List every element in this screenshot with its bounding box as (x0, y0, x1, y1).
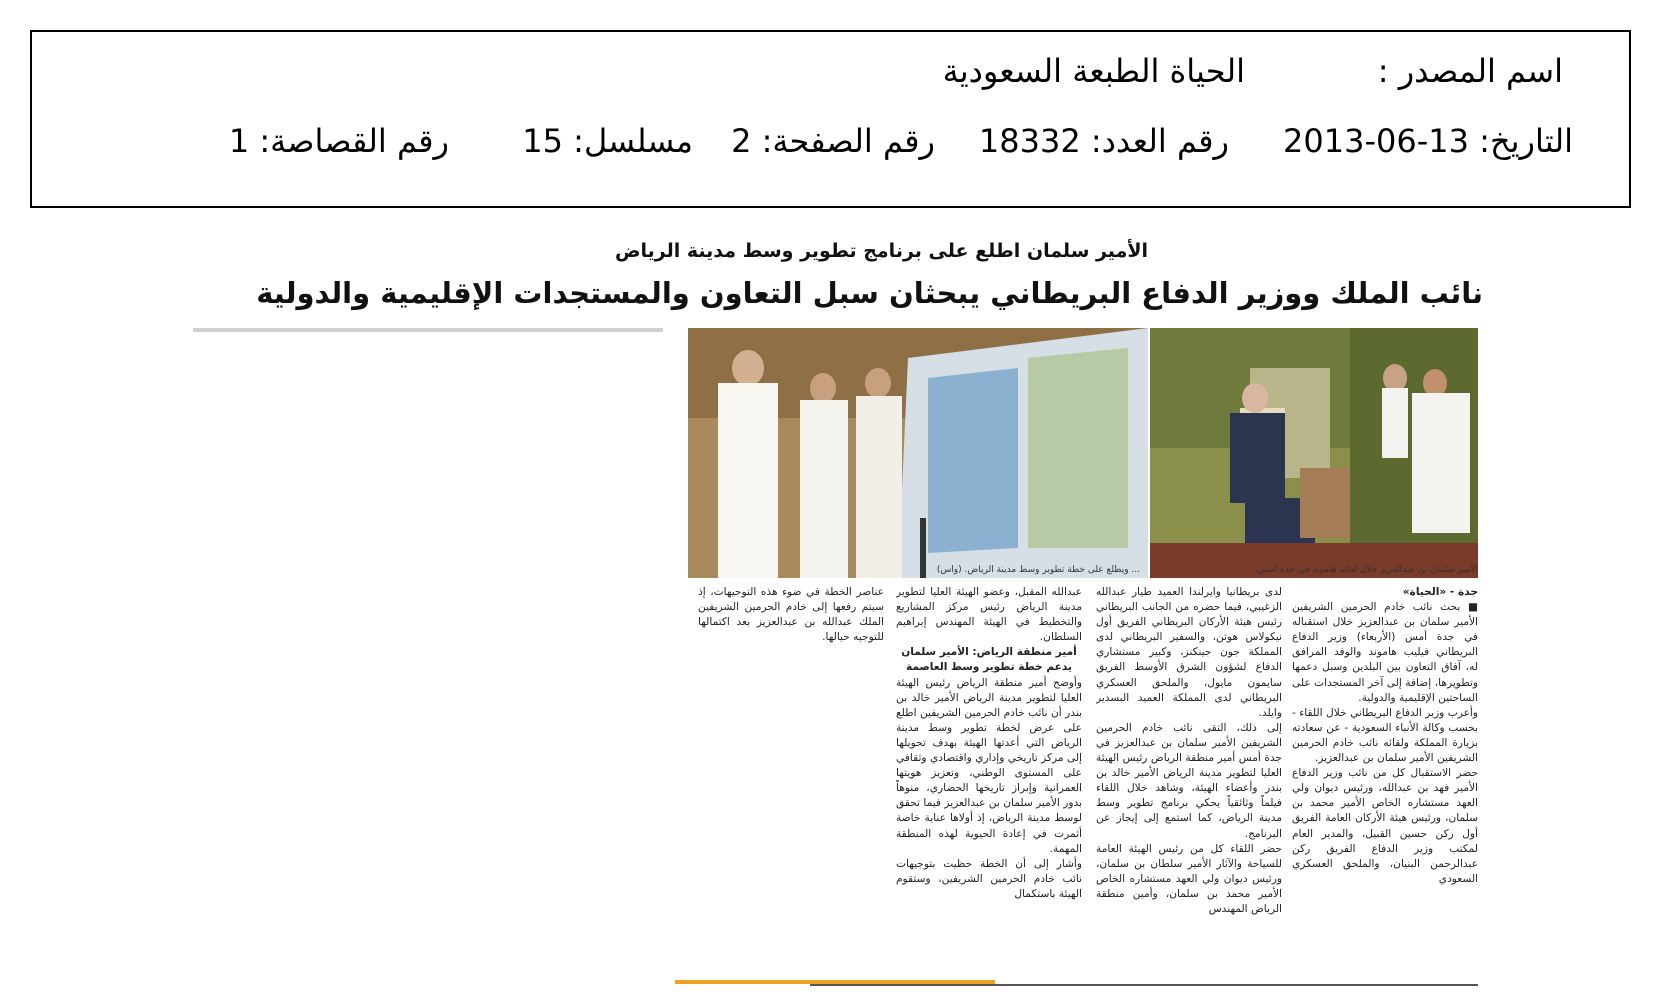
col1-paragraph: وأعرب وزير الدفاع البريطاني خلال اللقاء - بحسب وكالة الأنباء السعودية - عن سعادته بزيارة المملكة ولقائه نائب خادم الحرمين الشريفين الأمير سلمان بن عبدالعزيز. (1292, 706, 1478, 765)
byline: جدة - «الحياة» (1402, 586, 1478, 598)
col1-paragraph: ■ بحث نائب خادم الحرمين الشريفين الأمير سلمان بن عبدالعزيز خلال استقباله في جدة أمس (الأربعاء) وزير الدفاع البريطاني فيليب هاموند والوفد المرافق له، آفاق التعاون بين البلدين وسبل دعمها وتطويرها، إضافة إلى آخر المستجدات على الساحتين الإقليمية والدولية. (1292, 601, 1478, 704)
col4-paragraph: عناصر الخطة في ضوء هذه التوجيهات، إذ سيتم رفعها إلى خادم الحرمين الشريفين الملك عبدالله بن عبدالعزيز بعد اكتمالها للتوجيه حيالها. (698, 586, 884, 644)
date-field: التاريخ: 13-06-2013 (1283, 122, 1573, 160)
col2-paragraph: حضر اللقاء كل من رئيس الهيئة العامة للسياحة والآثار الأمير سلطان بن سلمان، ورئيس ديوان ولي العهد مستشاره الخاص الأمير محمد بن سلمان، وأمين منطقة الرياض المهندس (1096, 842, 1282, 915)
article-headline: نائب الملك ووزير الدفاع البريطاني يبحثان سبل التعاون والمستجدات الإقليمية والدولية (256, 276, 1483, 310)
serial-field: مسلسل: 15 (522, 122, 693, 160)
exhibition-photo (688, 328, 1148, 578)
article-column-1 (1292, 585, 1478, 970)
clip-field: رقم القصاصة: 1 (228, 122, 449, 160)
article-column-4 (698, 585, 884, 970)
col3-subhead: أمير منطقة الرياض: الأمير سلمان يدعم خطة تطوير وسط العاصمة (901, 646, 1077, 674)
col3-paragraph: وأشار إلى أن الخطة حظيت بتوجيهات نائب خادم الحرمين الشريفين، وستقوم الهيئة باستكمال (896, 857, 1082, 900)
photo-caption-right: الأمير سلمان بن عبدالعزيز خلال لقائه هاموند في جدة أمس. (1255, 565, 1478, 575)
bottom-rule (810, 984, 1478, 986)
source-label: اسم المصدر : (1377, 52, 1563, 90)
col3-paragraph: عبدالله المقبل، وعضو الهيئة العليا لتطوير مدينة الرياض رئيس مركز المشاريع والتخطيط في الهيئة المهندس إبراهيم السلطان. (896, 586, 1082, 644)
article-column-3 (896, 585, 1082, 970)
issue-field: رقم العدد: 18332 (978, 122, 1229, 160)
separator-bar (193, 328, 663, 332)
photo-caption-left: ... ويطلع على خطة تطوير وسط مدينة الرياض. (واس) (936, 565, 1140, 575)
article-supertitle: الأمير سلمان اطلع على برنامج تطوير وسط مدينة الرياض (614, 240, 1148, 262)
source-value: الحياة الطبعة السعودية (942, 52, 1245, 90)
page-field: رقم الصفحة: 2 (731, 122, 935, 160)
article-column-2 (1096, 585, 1282, 970)
clipping-header-box (30, 30, 1631, 208)
newspaper-article (193, 240, 1483, 1001)
col1-paragraph: حضر الاستقبال كل من نائب وزير الدفاع الأمير فهد بن عبدالله، ورئيس ديوان ولي العهد مستشاره الخاص الأمير محمد بن سلمان، ورئيس هيئة الأركان العامة الفريق أول ركن حسين القبيل، والمدير العام لمكتب وزير الدفاع الفريق ركن عبدالرحمن البنيان، والملحق العسكري السعودي (1292, 767, 1478, 885)
col3-paragraph: وأوضح أمير منطقة الرياض رئيس الهيئة العليا لتطوير مدينة الرياض الأمير خالد بن بندر أن نائب خادم الحرمين الشريفين اطلع على عرض لخطة تطوير وسط مدينة الرياض التي أعدتها الهيئة بهدف تحويلها إلى مركز تاريخي وإداري واقتصادي وثقافي على المستوى الوطني، وتعزيز هويتها العمرانية وإبراز تاريخها الحضاري، منوهاً بدور الأمير سلمان بن عبدالعزيز فيما تحقق لوسط مدينة الرياض، إذ أولاها عناية خاصة أثمرت في إعادة الحيوية لهذه المنطقة المهمة. (896, 676, 1082, 855)
col2-paragraph: لدى بريطانيا وايرلندا العميد طيار عبدالله الزغيبي، فيما حضره من الجانب البريطاني رئيس هيئة الأركان البريطاني الفريق أول نيكولاس هوتن، والسفير البريطاني لدى المملكة جون جينكنز، وكبير مستشاري الدفاع لشؤون الشرق الأوسط الفريق سايمون مايول، والملحق العسكري البريطاني لدى المملكة العميد البسدير وايلد. (1096, 586, 1282, 719)
col2-paragraph: إلى ذلك، التقى نائب خادم الحرمين الشريفين الأمير سلمان بن عبدالعزيز في جدة أمس أمير منطقة الرياض رئيس الهيئة العليا لتطوير مدينة الرياض الأمير خالد بن بندر وأعضاء الهيئة، وشاهد خلال اللقاء فيلماً وثائقياً يحكي برنامج تطوير وسط مدينة الرياض، كما استمع إلى إيجاز عن البرنامج. (1096, 721, 1282, 840)
meeting-photo (1150, 328, 1478, 578)
